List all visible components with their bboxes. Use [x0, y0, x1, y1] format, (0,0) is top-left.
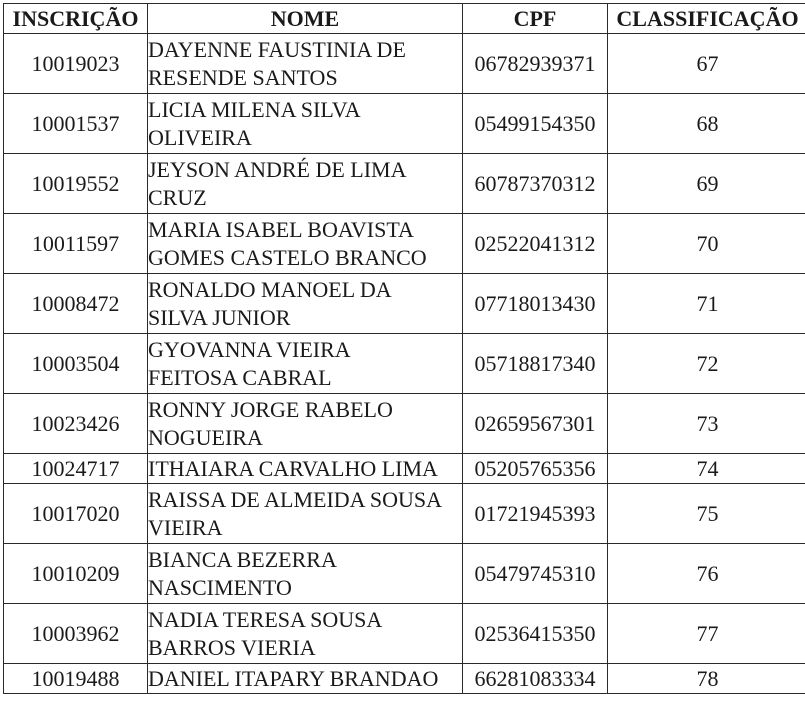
nome-line-1: ITHAIARA CARVALHO LIMA	[148, 455, 438, 481]
nome-line-2: OLIVEIRA	[148, 124, 252, 150]
nome-line-2: FEITOSA CABRAL	[148, 364, 332, 390]
nome-line-1: JEYSON ANDRÉ DE LIMA	[148, 156, 407, 182]
cell-classificacao: 72	[608, 334, 805, 394]
nome-line-2: GOMES CASTELO BRANCO	[148, 244, 427, 270]
cell-cpf: 60787370312	[463, 154, 608, 214]
table-row	[4, 394, 805, 454]
cell-cpf: 02536415350	[463, 604, 608, 664]
nome-line-2: BARROS VIERIA	[148, 634, 316, 660]
cell-cpf: 07718013430	[463, 274, 608, 334]
nome-line-1: RONALDO MANOEL DA	[148, 276, 392, 302]
cell-classificacao: 67	[608, 34, 805, 94]
cell-classificacao: 75	[608, 484, 805, 544]
cell-classificacao: 78	[608, 664, 805, 694]
table-row	[4, 94, 805, 154]
header-nome: NOME	[148, 4, 463, 34]
cell-inscricao: 10019488	[4, 664, 148, 694]
cell-nome	[148, 604, 463, 664]
nome-line-1: NADIA TERESA SOUSA	[148, 606, 383, 632]
table-row	[4, 214, 805, 274]
cell-cpf: 06782939371	[463, 34, 608, 94]
nome-line-1: MARIA ISABEL BOAVISTA	[148, 216, 414, 242]
cell-nome	[148, 394, 463, 454]
nome-line-2: NASCIMENTO	[148, 574, 292, 600]
cell-nome	[148, 154, 463, 214]
table-row	[4, 274, 805, 334]
cell-classificacao: 68	[608, 94, 805, 154]
cell-nome	[148, 94, 463, 154]
classification-table	[3, 3, 805, 694]
header-classificacao: CLASSIFICAÇÃO	[608, 4, 805, 34]
cell-cpf: 05479745310	[463, 544, 608, 604]
cell-classificacao: 74	[608, 454, 805, 484]
cell-inscricao: 10023426	[4, 394, 148, 454]
table-row	[4, 154, 805, 214]
cell-cpf: 66281083334	[463, 664, 608, 694]
table-row	[4, 544, 805, 604]
cell-inscricao: 10011597	[4, 214, 148, 274]
cell-inscricao: 10019023	[4, 34, 148, 94]
cell-classificacao: 76	[608, 544, 805, 604]
cell-nome	[148, 214, 463, 274]
table-row	[4, 334, 805, 394]
nome-line-1: GYOVANNA VIEIRA	[148, 336, 351, 362]
cell-inscricao: 10003504	[4, 334, 148, 394]
cell-nome	[148, 274, 463, 334]
table-header-row	[4, 4, 805, 34]
nome-line-2: NOGUEIRA	[148, 424, 263, 450]
cell-cpf: 01721945393	[463, 484, 608, 544]
table-row	[4, 604, 805, 664]
cell-inscricao: 10003962	[4, 604, 148, 664]
nome-line-1: DAYENNE FAUSTINIA DE	[148, 36, 406, 62]
nome-line-2: RESENDE SANTOS	[148, 64, 338, 90]
cell-inscricao: 10019552	[4, 154, 148, 214]
nome-line-1: RAISSA DE ALMEIDA SOUSA	[148, 486, 442, 512]
cell-inscricao: 10010209	[4, 544, 148, 604]
cell-classificacao: 73	[608, 394, 805, 454]
nome-line-2: SILVA JUNIOR	[148, 304, 291, 330]
nome-line-2: CRUZ	[148, 184, 207, 210]
cell-nome	[148, 454, 463, 484]
cell-cpf: 05205765356	[463, 454, 608, 484]
cell-inscricao: 10024717	[4, 454, 148, 484]
cell-classificacao: 70	[608, 214, 805, 274]
nome-line-1: LICIA MILENA SILVA	[148, 96, 361, 122]
nome-line-1: DANIEL ITAPARY BRANDAO	[148, 665, 439, 691]
cell-cpf: 02522041312	[463, 214, 608, 274]
cell-inscricao: 10017020	[4, 484, 148, 544]
nome-line-1: BIANCA BEZERRA	[148, 546, 337, 572]
cell-nome	[148, 34, 463, 94]
table-row	[4, 34, 805, 94]
cell-nome	[148, 334, 463, 394]
nome-line-1: RONNY JORGE RABELO	[148, 396, 393, 422]
cell-classificacao: 69	[608, 154, 805, 214]
table-row	[4, 664, 805, 694]
cell-nome	[148, 484, 463, 544]
nome-line-2: VIEIRA	[148, 514, 223, 540]
header-inscricao: INSCRIÇÃO	[4, 4, 148, 34]
cell-classificacao: 71	[608, 274, 805, 334]
cell-nome	[148, 544, 463, 604]
cell-inscricao: 10001537	[4, 94, 148, 154]
cell-nome	[148, 664, 463, 694]
table-row	[4, 484, 805, 544]
cell-cpf: 02659567301	[463, 394, 608, 454]
cell-cpf: 05718817340	[463, 334, 608, 394]
header-cpf: CPF	[463, 4, 608, 34]
cell-cpf: 05499154350	[463, 94, 608, 154]
cell-inscricao: 10008472	[4, 274, 148, 334]
table-row	[4, 454, 805, 484]
cell-classificacao: 77	[608, 604, 805, 664]
